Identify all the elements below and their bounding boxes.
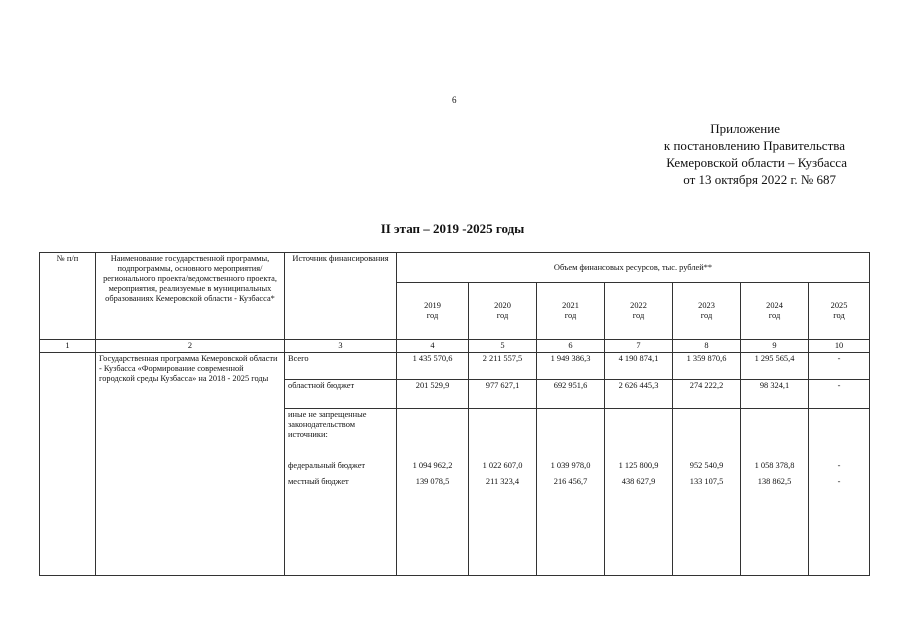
value-cell: 1 058 378,8	[741, 460, 809, 476]
source-local: местный бюджет	[285, 476, 397, 575]
header-row	[40, 253, 870, 283]
value-cell: 274 222,2	[673, 380, 741, 409]
header-year-2019: 2019 год	[397, 283, 469, 340]
col-number: 4	[397, 340, 469, 353]
value-cell: -	[809, 460, 870, 476]
header-year-2022: 2022 год	[605, 283, 673, 340]
value-cell: 1 949 386,3	[537, 353, 605, 380]
col-number: 2	[96, 340, 285, 353]
header-year-2021: 2021 год	[537, 283, 605, 340]
value-cell: 139 078,5	[397, 476, 469, 575]
value-cell: 1 022 607,0	[469, 460, 537, 476]
value-cell: 438 627,9	[605, 476, 673, 575]
appendix-line-4: от 13 октября 2022 г. № 687	[683, 172, 836, 187]
value-cell: 1 125 800,9	[605, 460, 673, 476]
value-cell: 201 529,9	[397, 380, 469, 409]
col-number: 10	[809, 340, 870, 353]
col-number: 3	[285, 340, 397, 353]
table-row	[40, 353, 870, 380]
value-cell: 1 295 565,4	[741, 353, 809, 380]
row-num-cell	[40, 353, 96, 576]
value-cell	[397, 409, 469, 460]
header-year-2020: 2020 год	[469, 283, 537, 340]
value-cell: -	[809, 380, 870, 409]
appendix-line-3: Кемеровской области – Кузбасса	[666, 155, 847, 170]
value-cell: 1 094 962,2	[397, 460, 469, 476]
value-cell: 138 862,5	[741, 476, 809, 575]
appendix-line-1: Приложение	[710, 121, 780, 136]
value-cell	[537, 409, 605, 460]
header-year-2023: 2023 год	[673, 283, 741, 340]
column-numbers-row	[40, 340, 870, 353]
value-cell: -	[809, 353, 870, 380]
col-number: 1	[40, 340, 96, 353]
value-cell: 692 951,6	[537, 380, 605, 409]
financing-table	[39, 252, 870, 576]
col-number: 6	[537, 340, 605, 353]
col-number: 5	[469, 340, 537, 353]
col-number: 8	[673, 340, 741, 353]
value-cell: 1 435 570,6	[397, 353, 469, 380]
source-regional: областной бюджет	[285, 380, 397, 409]
value-cell	[605, 409, 673, 460]
value-cell: 4 190 874,1	[605, 353, 673, 380]
col-number: 9	[741, 340, 809, 353]
page-number: 6	[452, 95, 457, 105]
header-year-2025: 2025 год	[809, 283, 870, 340]
value-cell: 2 211 557,5	[469, 353, 537, 380]
source-federal: федеральный бюджет	[285, 460, 397, 476]
source-other: иные не запрещенные законодательством источники:	[285, 409, 397, 460]
value-cell: 1 039 978,0	[537, 460, 605, 476]
header-num: № п/п	[40, 253, 96, 340]
value-cell: 211 323,4	[469, 476, 537, 575]
value-cell: 98 324,1	[741, 380, 809, 409]
header-name: Наименование государственной программы, подпрограммы, основного мероприятия/регионального проекта/ведомственного проекта, мероприятия, реализуемые в муниципальных образованиях Кемеровской области - Кузбасса*	[96, 253, 285, 340]
program-name: Государственная программа Кемеровской области - Кузбасса «Формирование современной городской среды Кузбасса» на 2018 - 2025 годы	[96, 353, 285, 576]
source-total: Всего	[285, 353, 397, 380]
value-cell	[673, 409, 741, 460]
value-cell: 952 540,9	[673, 460, 741, 476]
header-source: Источник финансирования	[285, 253, 397, 340]
appendix-line-2: к постановлению Правительства	[663, 138, 845, 153]
value-cell: -	[809, 476, 870, 575]
appendix-block	[600, 120, 900, 188]
value-cell	[469, 409, 537, 460]
value-cell: 2 626 445,3	[605, 380, 673, 409]
value-cell: 133 107,5	[673, 476, 741, 575]
header-year-2024: 2024 год	[741, 283, 809, 340]
col-number: 7	[605, 340, 673, 353]
value-cell: 977 627,1	[469, 380, 537, 409]
value-cell: 1 359 870,6	[673, 353, 741, 380]
value-cell	[741, 409, 809, 460]
value-cell: 216 456,7	[537, 476, 605, 575]
value-cell	[809, 409, 870, 460]
header-volume: Объем финансовых ресурсов, тыс. рублей**	[397, 253, 870, 283]
stage-title: II этап – 2019 -2025 годы	[380, 221, 525, 236]
